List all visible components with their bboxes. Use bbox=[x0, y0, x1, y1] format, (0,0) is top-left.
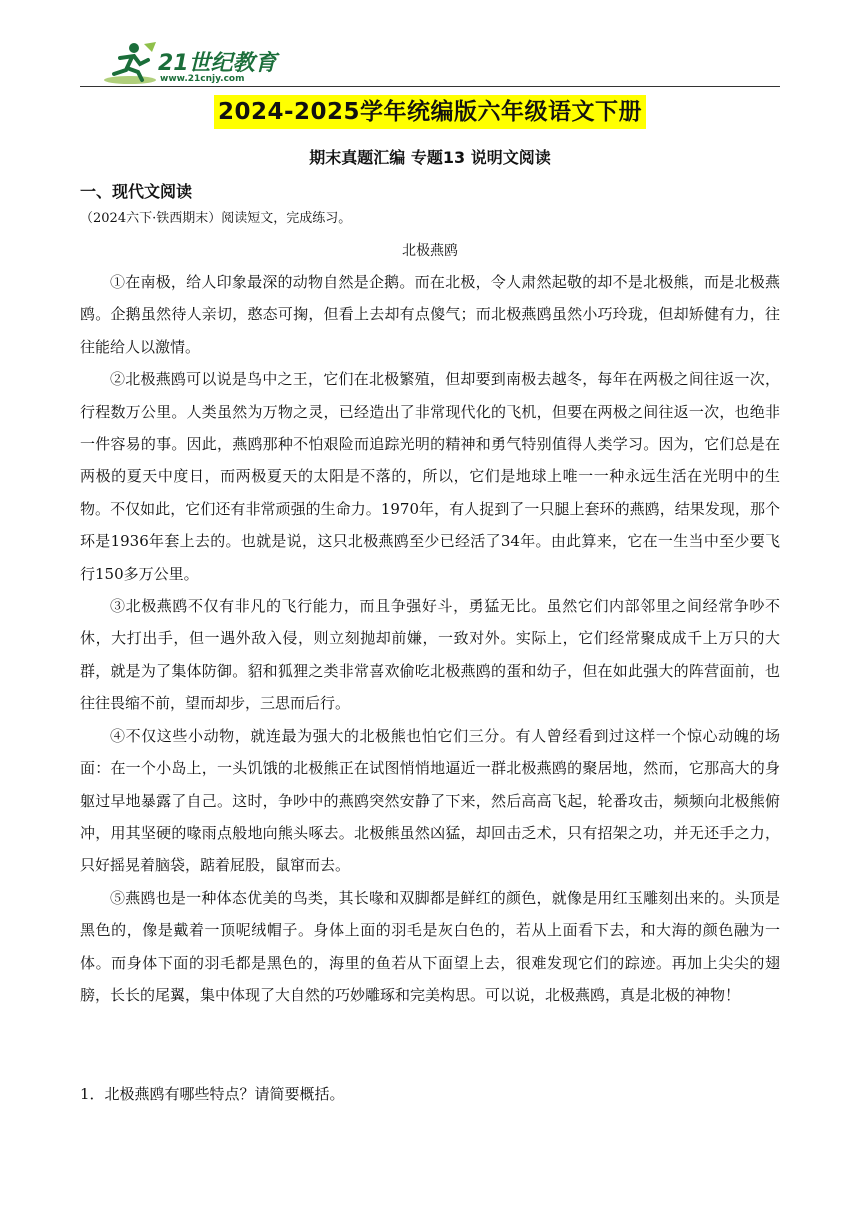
section-heading: 一、现代文阅读 bbox=[80, 182, 193, 201]
logo bbox=[100, 40, 280, 86]
logo-text: 21世纪教育 bbox=[158, 51, 277, 76]
paragraph-5: ⑤燕鸥也是一种体态优美的鸟类，其长喙和双脚都是鲜红的颜色，就像是用红玉雕刻出来的。头顶是黑色的，像是戴着一顶呢绒帽子。身体上面的羽毛是灰白色的，若从上面看下去，和大海的颜色融为一体。而身体下面的羽毛都是黑色的，海里的鱼若从下面望上去，很难发现它们的踪迹。再加上尖尖的翅膀，长长的尾翼，集中体现了大自然的巧妙雕琢和完美构思。可以说，北极燕鸥，真是北极的神物！ bbox=[80, 888, 780, 1004]
runner-logo-icon bbox=[100, 40, 160, 86]
source-line: （2024六下·铁西期末）阅读短文，完成练习。 bbox=[80, 211, 352, 226]
main-title: 2024-2025学年统编版六年级语文下册 bbox=[214, 95, 646, 129]
logo-url: www.21cnjy.com bbox=[160, 74, 245, 84]
article-body bbox=[80, 266, 780, 1011]
paragraph-2: ②北极燕鸥可以说是鸟中之王，它们在北极繁殖，但却要到南极去越冬，每年在两极之间往返一次，行程数万公里。人类虽然为万物之灵，已经造出了非常现代化的飞机，但要在两极之间往返一次，也绝非一件容易的事。因此，燕鸥那种不怕艰险而追踪光明的精神和勇气特别值得人类学习。因为，它们总是在两极的夏天中度日，而两极夏天的太阳是不落的，所以，它们是地球上唯一一种永远生活在光明中的生物。不仅如此，它们还有非常顽强的生命力。1970年，有人捉到了一只腿上套环的燕鸥，结果发现，那个环是1936年套上去的。也就是说，这只北极燕鸥至少已经活了34年。由此算来，它在一生当中至少要飞行150多万公里。 bbox=[80, 370, 780, 583]
title-wrap bbox=[0, 95, 860, 129]
article-title: 北极燕鸥 bbox=[402, 243, 458, 259]
sub-title: 期末真题汇编 专题13 说明文阅读 bbox=[309, 148, 551, 167]
paragraph-3: ③北极燕鸥不仅有非凡的飞行能力，而且争强好斗，勇猛无比。虽然它们内部邻里之间经常争吵不休，大打出手，但一遇外敌入侵，则立刻抛却前嫌，一致对外。实际上，它们经常聚成成千上万只的大群，就是为了集体防御。貂和狐狸之类非常喜欢偷吃北极燕鸥的蛋和幼子，但在如此强大的阵营面前，也往往畏缩不前，望而却步，三思而后行。 bbox=[80, 597, 780, 713]
header-divider bbox=[80, 86, 780, 87]
paragraph-4: ④不仅这些小动物，就连最为强大的北极熊也怕它们三分。有人曾经看到过这样一个惊心动魄的场面：在一个小岛上，一头饥饿的北极熊正在试图悄悄地逼近一群北极燕鸥的聚居地，然而，它那高大的身躯过早地暴露了自己。这时，争吵中的燕鸥突然安静了下来，然后高高飞起，轮番攻击，频频向北极熊俯冲，用其坚硬的喙雨点般地向熊头啄去。北极熊虽然凶猛，却回击乏术，只有招架之功，并无还手之力，只好摇晃着脑袋，踮着屁股，鼠窜而去。 bbox=[80, 726, 780, 875]
question-1: 1．北极燕鸥有哪些特点？请简要概括。 bbox=[80, 1085, 345, 1103]
paragraph-1: ①在南极，给人印象最深的动物自然是企鹅。而在北极，令人肃然起敬的却不是北极熊，而是北极燕鸥。企鹅虽然待人亲切，憨态可掬，但看上去却有点傻气；而北极燕鸥虽然小巧玲珑，但却矫健有力，往往能给人以激情。 bbox=[80, 273, 780, 356]
